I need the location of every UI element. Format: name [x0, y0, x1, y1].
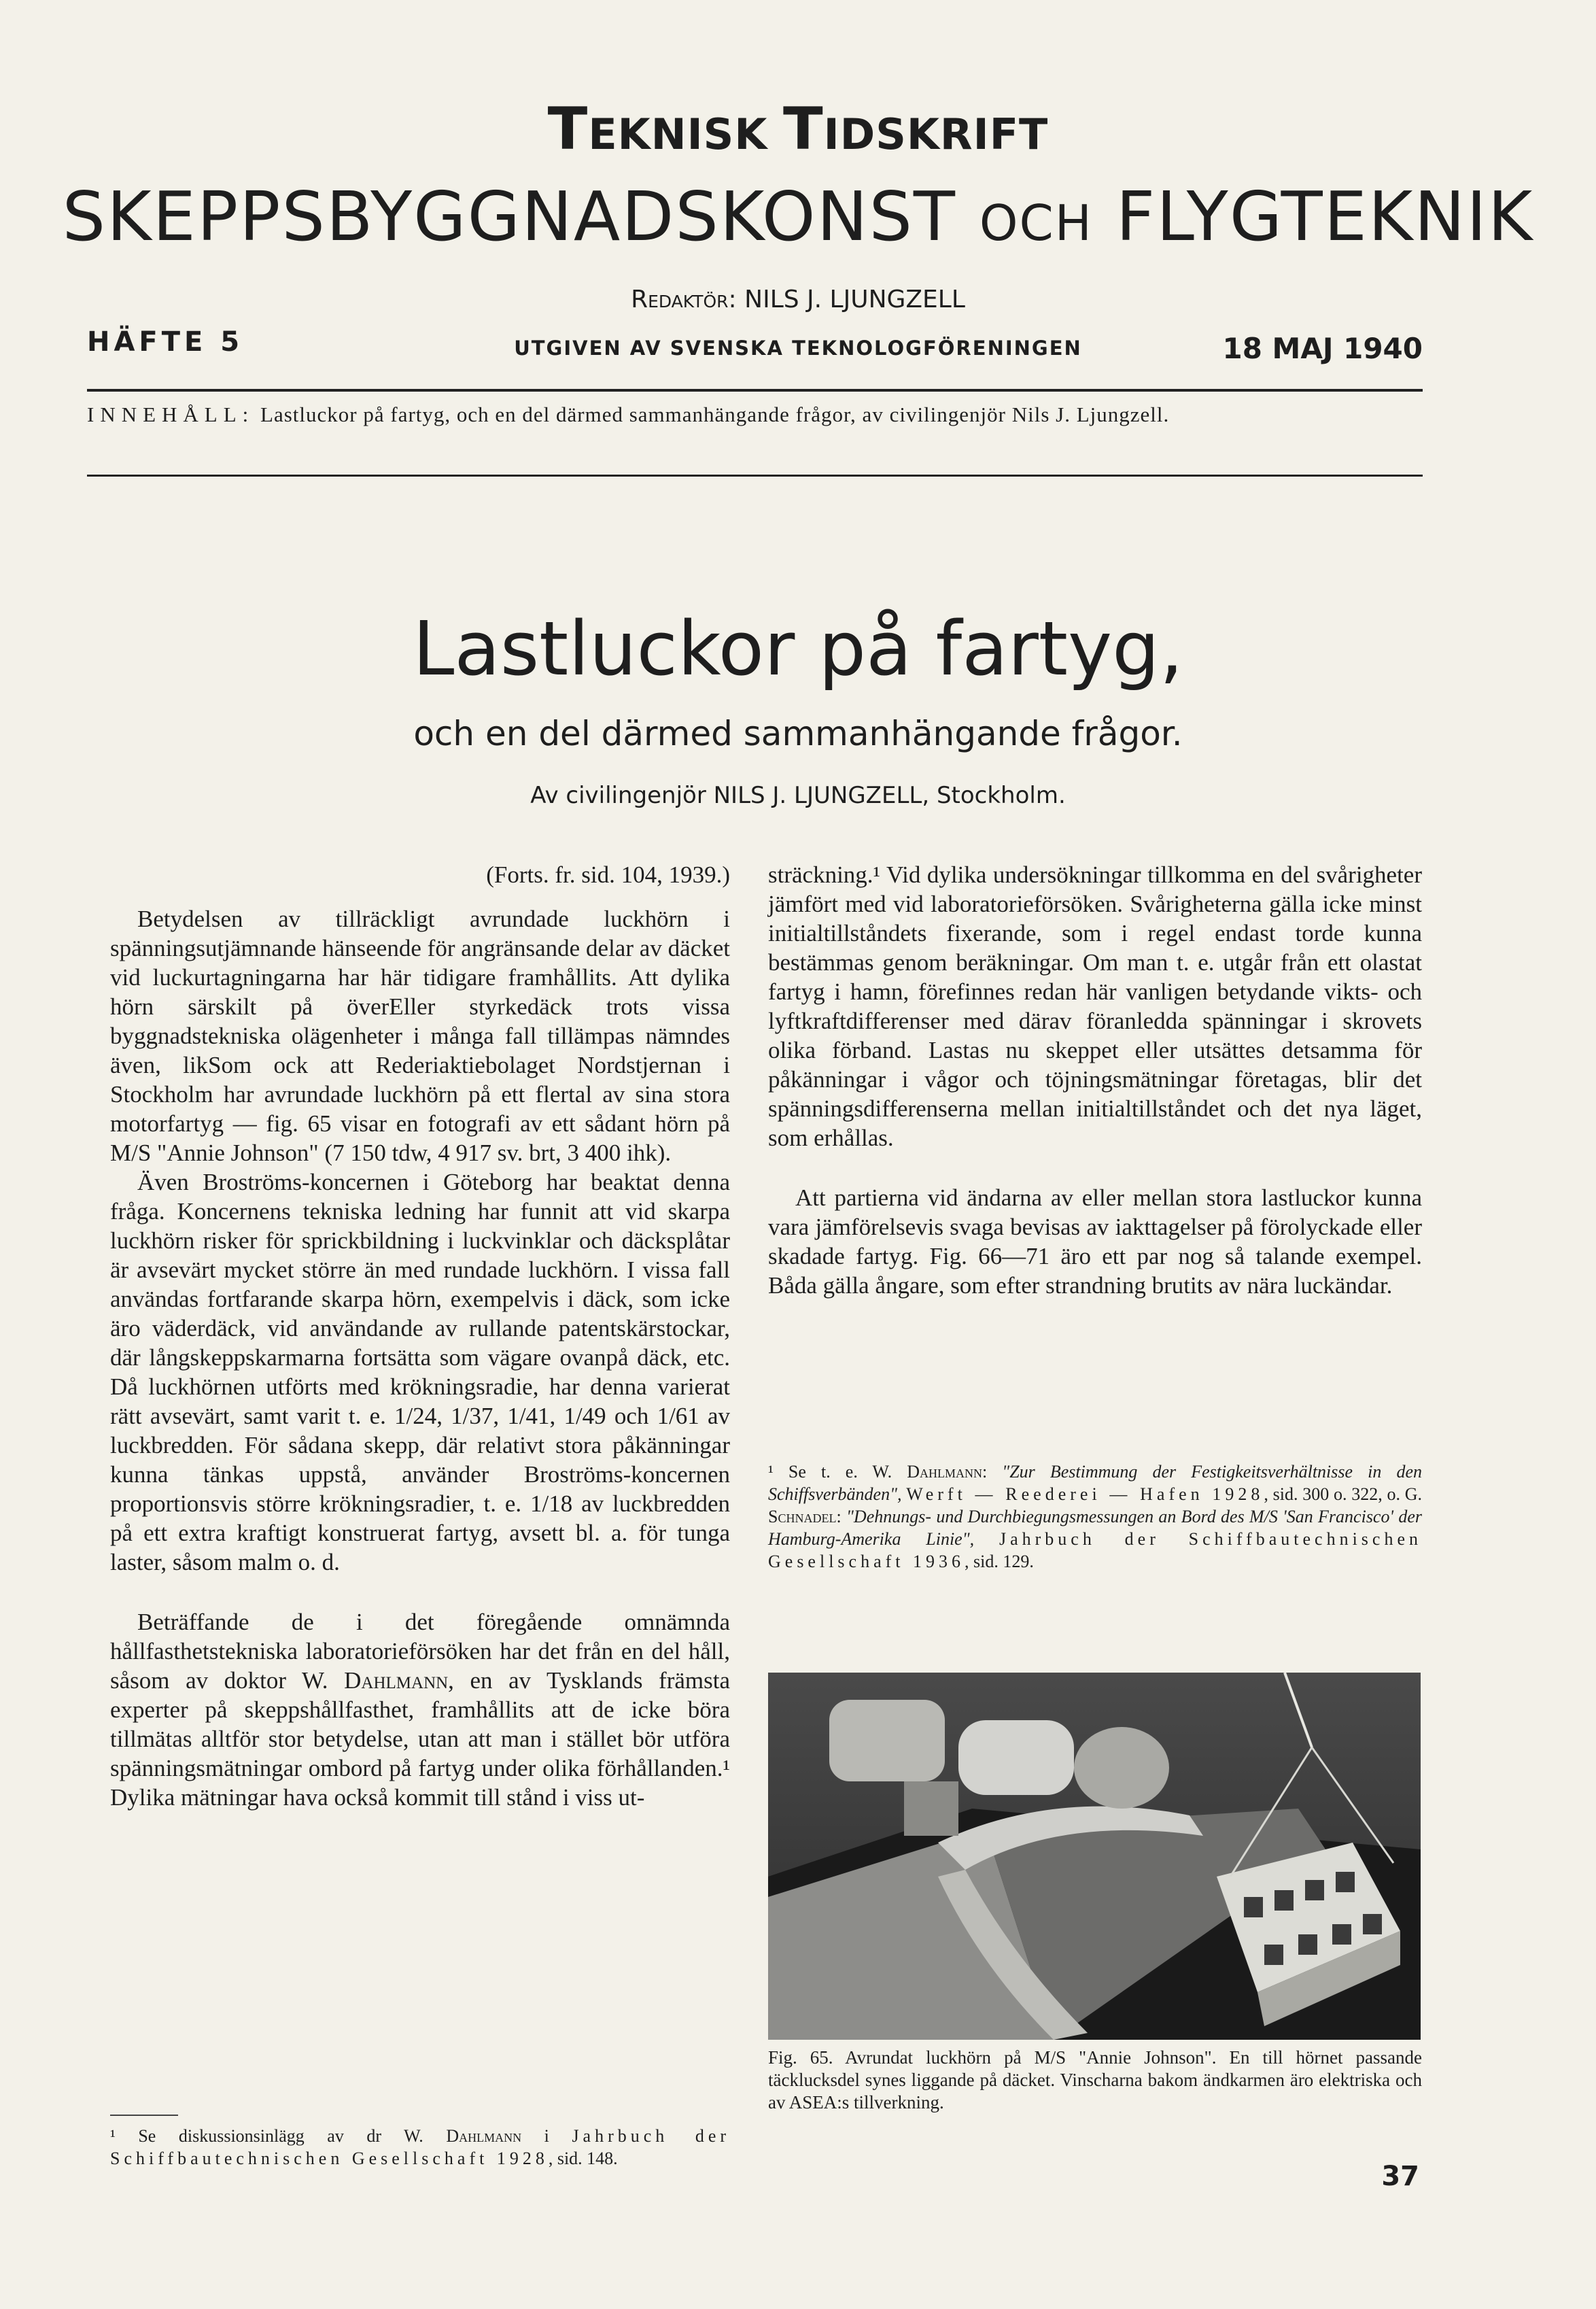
paragraph-3: Beträffande de i det föregående omnämnda hållfasthetstekniska laboratorieförsöken har det från en del håll, såsom av doktor W. Dahlmann, en av Tysklands främsta experter på skeppshållfasthet, framhållits att de icke böra tillmätas alltför stor betydelse, utan att man i stället bör utföra spänningsmätningar ombord på fartyg under olika förhållanden.¹ Dylika mätningar hava också kommit till stånd i viss ut-	[110, 1609, 731, 1811]
issue-number: HÄFTE 5	[87, 326, 244, 358]
footnote-left: ¹ Se diskussionsinlägg av dr W. Dahlmann i Jahrbuch der Schiffbautechnischen Gesellschaft 1928, sid. 148.	[110, 2126, 731, 2168]
journal-title: TEKNISK TIDSKRIFT	[547, 95, 1049, 163]
continuation-note: (Forts. fr. sid. 104, 1939.)	[486, 861, 730, 888]
contents-label: INNEHÅLL:	[87, 403, 255, 426]
issue-date: 18 MAJ 1940	[1222, 332, 1423, 365]
footnote-rule	[110, 2115, 178, 2116]
article-title: Lastluckor på fartyg,	[413, 605, 1183, 692]
paragraph-2: Även Broströms-koncernen i Göteborg har beaktat denna fråga. Koncernens tekniska ledning har funnit att vid skarpa luckhörn risker för sprickbildning i luckvinklar och däcksplåtar är avsevärt mycket större än med rundade luckhörn. I vissa fall användas fortfarande skarpa hörn, exempelvis i däck, som icke äro väderdäck, vid användande av rullande patentskärstockar, där långskeppskarmarna fortsätta som vägare ovanpå däck, etc. Då luckhörnen utförts med krökningsradie, har denna varierat rätt avsevärt, samt varit t. e. 1/24, 1/37, 1/41, 1/49 och 1/61 av luckbredden. För sådana skepp, där relativt stora påkänningar kunna tänkas uppstå, använder Broströms-koncernen proportionsvis större krökningsradier, t. e. 1/18 av luckbredden på ett extra kraftigt konstruerat fartyg, avsett bl. a. för tunga laster, såsom malm o. d.	[110, 1169, 730, 1575]
header-rule-top	[87, 389, 1423, 392]
figure-caption: Fig. 65. Avrundat luckhörn på M/S "Annie Johnson". En till hörnet passande täcklucksdel synes liggande på däcket. Vinscharna bakom ändkarmen äro elektriska och av ASEA:s tillverkning.	[768, 2047, 1422, 2113]
article-author: Av civilingenjör NILS J. LJUNGZELL, Stockholm.	[530, 782, 1066, 809]
footnote-right: ¹ Se t. e. W. Dahlmann: "Zur Bestimmung der Festigkeitsverhältnisse in den Schiffsverbänden", Werft — Reederei — Hafen 1928, sid. 300 o. 322, o. G. Schnadel: "Dehnungs- und Durchbiegungsmessungen an Bord des M/S 'San Francisco' der Hamburg-Amerika Linie", Jahrbuch der Schiffbautechnischen Gesellschaft 1936, sid. 129.	[768, 1462, 1423, 1571]
publisher-line: UTGIVEN AV SVENSKA TEKNOLOGFÖRENINGEN	[514, 337, 1082, 360]
paragraph-1: Betydelsen av tillräckligt avrundade luckhörn i spänningsutjämnande hänseende för angränsande delar av däcket vid luckurtagningarna har här tidigare framhållits. Att dylika hörn särskilt på överEller styrkedäck trots vissa byggnadstekniska olägenheter i många fall tillämpas nämndes även, likSom ock att Rederiaktiebolaget Nordstjernan i Stockholm har avrundade luckhörn på ett flertal av sina stora motorfartyg — fig. 65 visar en fotografi av ett sådant hörn på M/S "Annie Johnson" (7 150 tdw, 4 917 sv. brt, 3 400 ihk).	[110, 906, 730, 1166]
contents-box	[87, 400, 1423, 430]
contents-text: Lastluckor på fartyg, och en del därmed sammanhängande frågor, av civilingenjör Nils J. Ljungzell.	[260, 403, 1170, 426]
editor-line: Redaktör: NILS J. LJUNGZELL	[631, 286, 965, 313]
paragraph-5: Att partierna vid ändarna av eller mellan stora lastluckor kunna vara jämförelsevis svaga bevisas av iakttagelser på förolyckade eller skadade fartyg. Fig. 66—71 äro ett par nog så talande exempel. Båda gälla ångare, som efter strandning brutits av nära luckändar.	[768, 1184, 1422, 1299]
paragraph-4: sträckning.¹ Vid dylika undersökningar tillkomma en del svårigheter jämfört med vid laboratorieförsöken. Svårigheterna gälla icke minst initialtillståndets fixerande, som i regel endast torde kunna bestämmas genom beräkningar. Om man t. e. utgår från ett olastat fartyg i hamn, förefinnes redan här vanligen betydande vikts- och lyftkraftdifferenser med därav föranledda spänningar i skrovets olika förband. Lastas nu skeppet eller utsättes detsamma för påkänningar i vågor och töjningsmätningar företagas, blir det spänningsdifferenserna mellan initialtillståndet och det nya läget, som erhållas.	[768, 861, 1422, 1151]
header-rule-bottom	[87, 475, 1423, 477]
right-column	[768, 860, 1422, 1300]
article-subtitle: och en del därmed sammanhängande frågor.	[413, 714, 1183, 753]
journal-subtitle: SKEPPSBYGGNADSKONST OCH FLYGTEKNIK	[62, 177, 1534, 256]
left-column	[110, 860, 730, 1812]
ship-hatch-photo	[768, 1673, 1421, 2040]
page-number: 37	[1381, 2161, 1419, 2192]
